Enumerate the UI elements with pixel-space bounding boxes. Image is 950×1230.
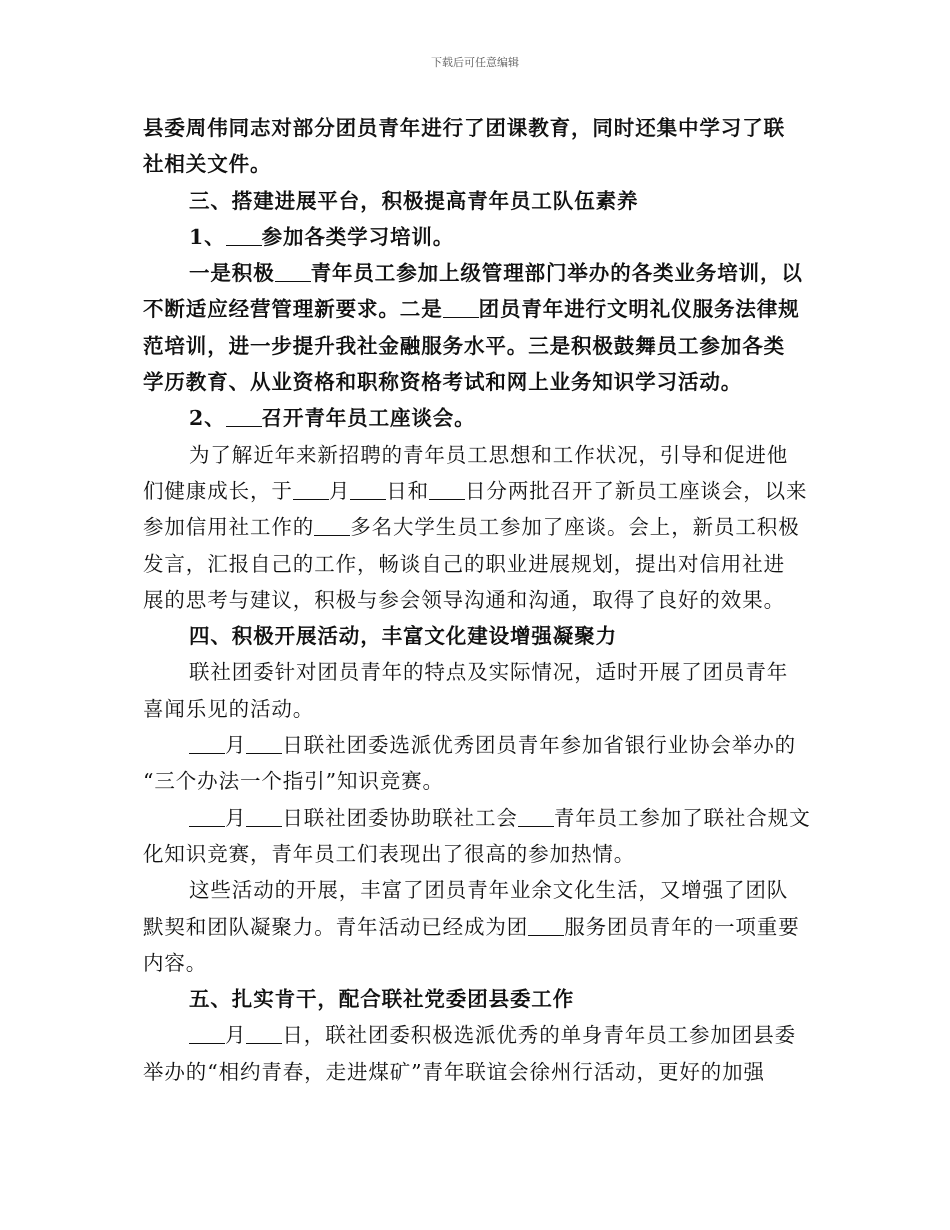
subsection-heading: 1、 参加各类学习培训。 (189, 224, 455, 249)
text-line: 范培训，进一步提升我社金融服务水平。三是积极鼓舞员工参加各类 (143, 333, 785, 358)
fill-blank (443, 297, 479, 318)
fill-blank (518, 806, 554, 827)
fill-blank (189, 806, 225, 827)
text-line: 不断适应经营管理新要求。二是 团员青年进行文明礼仪服务法律规 (143, 297, 800, 322)
text-line: 这些活动的开展，丰富了团员青年业余文化生活，又增强了团队 (189, 878, 789, 903)
text-line: 月 日联社团委选派优秀团员青年参加省银行业协会举办的 (143, 727, 813, 763)
fill-blank (275, 261, 311, 282)
text-line: 县委周伟同志对部分团员青年进行了团课教育，同时还集中学习了联 (143, 116, 785, 140)
text-line: 社相关文件。 (143, 152, 272, 177)
text-line: 联社团委针对团员青年的特点及实际情况，适时开展了团员青年 (189, 660, 789, 685)
text-line: 展的思考与建议，积极与参会领导沟通和沟通，取得了良好的效果。 (143, 587, 785, 612)
text-line: 一是积极 青年员工参加上级管理部门举办的各类业务培训，以 (189, 261, 803, 286)
fill-blank (246, 806, 282, 827)
text-line: 举办的“相约青春，走进煤矿”青年联谊会徐州行活动，更好的加强 (143, 1059, 765, 1084)
text-line: 参加信用社工作的 多名大学生员工参加了座谈。会上，新员工积极 (143, 515, 800, 540)
section-heading: 五、扎实肯干，配合联社党委团县委工作 (189, 987, 575, 1012)
fill-blank (189, 1023, 225, 1044)
text-line: 月 日联社团委协助联社工会 青年员工参加了联社合规文 (143, 800, 813, 836)
text-line: 喜闻乐见的活动。 (143, 696, 315, 721)
text-line: 们健康成长，于 月 日和 日分两批召开了新员工座谈会，以来 (143, 478, 808, 503)
fill-blank (350, 479, 386, 500)
fill-blank (314, 515, 350, 536)
page-header: 下载后可任意编辑 (431, 56, 519, 69)
text-line: 为了解近年来新招聘的青年员工思想和工作状况，引导和促进他 (189, 442, 789, 467)
fill-blank (189, 733, 225, 754)
text-line: 学历教育、从业资格和职称资格考试和网上业务知识学习活动。 (143, 370, 743, 395)
text-line: 化知识竞赛，青年员工们表现出了很高的参加热情。 (143, 841, 636, 866)
fill-blank (226, 225, 262, 246)
fill-blank (293, 479, 329, 500)
fill-blank (246, 1023, 282, 1044)
fill-blank (528, 915, 564, 936)
subsection-heading: 2、 召开青年员工座谈会。 (189, 406, 476, 431)
text-line: 发言，汇报自己的工作，畅谈自己的职业进展规划，提出对信用社进 (143, 551, 785, 576)
section-heading: 三、搭建进展平台，积极提高青年员工队伍素养 (189, 188, 639, 213)
text-line: 默契和团队凝聚力。青年活动已经成为团 服务团员青年的一项重要 (143, 914, 800, 939)
fill-blank (226, 406, 262, 427)
text-line: 月 日，联社团委积极选派优秀的单身青年员工参加团县委 (143, 1017, 813, 1053)
fill-blank (246, 733, 282, 754)
text-line: “三个办法一个指引”知识竞赛。 (143, 769, 444, 794)
text-line: 内容。 (143, 950, 208, 975)
document-body (143, 110, 813, 1090)
fill-blank (429, 479, 465, 500)
section-heading: 四、积极开展活动，丰富文化建设增强凝聚力 (189, 624, 617, 649)
